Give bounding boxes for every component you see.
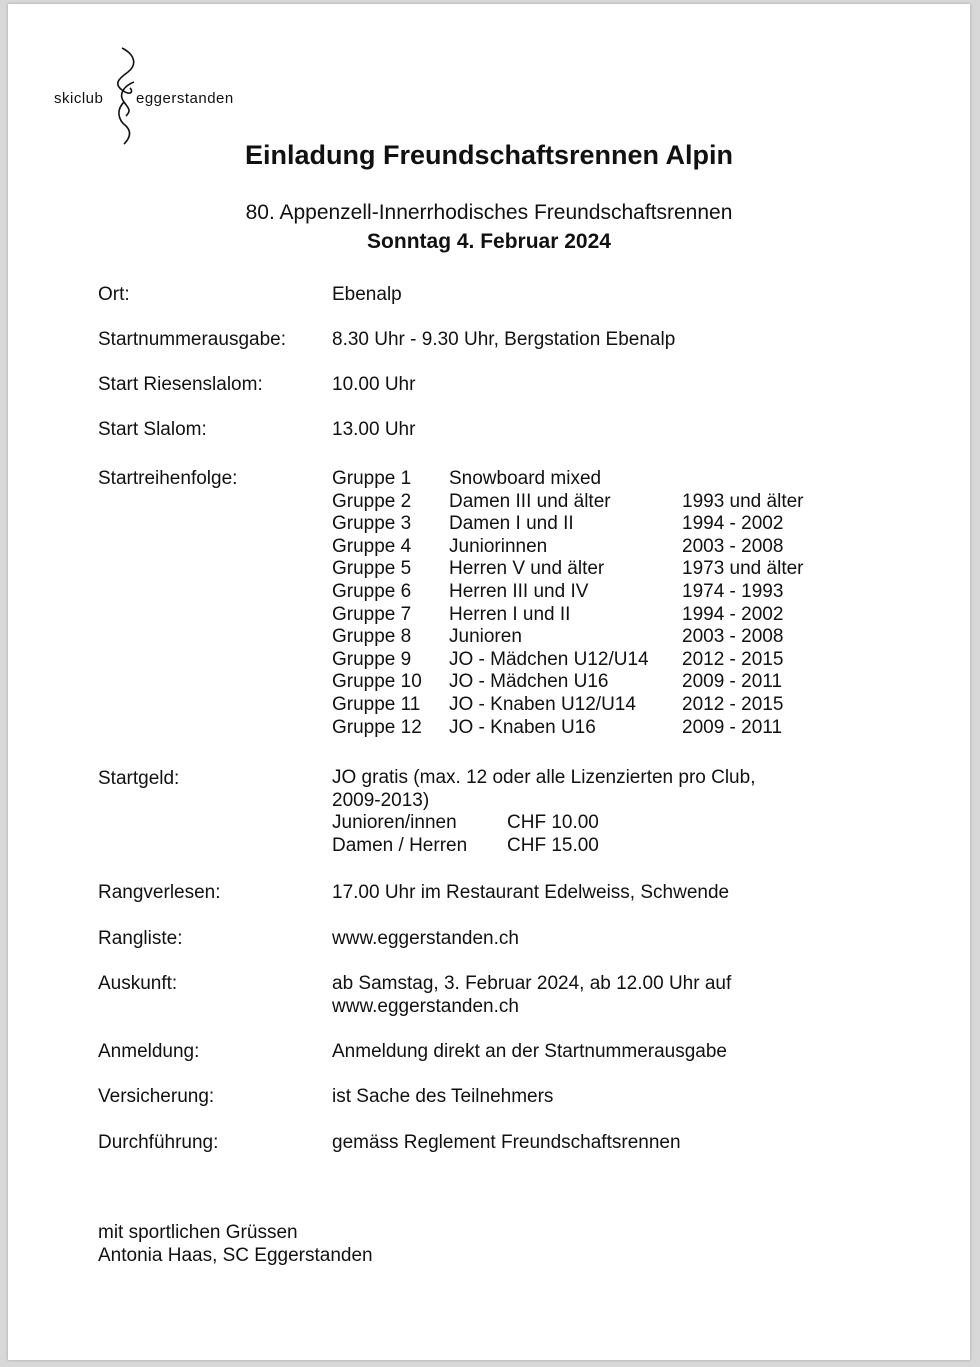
group-number: Gruppe 10: [332, 671, 422, 693]
group-years: 1994 - 2002: [682, 513, 784, 535]
group-number: Gruppe 1: [332, 468, 412, 489]
logo-text-eggerstanden: eggerstanden: [136, 90, 234, 107]
label-ort: Ort:: [98, 284, 130, 305]
value-startnummer: 8.30 Uhr - 9.30 Uhr, Bergstation Ebenalp: [332, 329, 676, 350]
value-startgeld: [332, 767, 852, 857]
value-rangliste: www.eggerstanden.ch: [332, 928, 519, 949]
group-number: Gruppe 4: [332, 535, 412, 557]
group-category: JO - Mädchen U16: [449, 671, 609, 693]
club-logo: [46, 46, 246, 146]
label-startreihenfolge: Startreihenfolge:: [98, 468, 238, 489]
value-rangverlesen: 17.00 Uhr im Restaurant Edelweiss, Schwende: [332, 882, 730, 903]
group-years: 2009 - 2011: [682, 716, 783, 738]
group-number: Gruppe 3: [332, 513, 412, 535]
startgeld-line-1: JO gratis (max. 12 oder alle Lizenzierten pro Club,: [332, 767, 756, 788]
fee-row: [332, 812, 852, 835]
group-number: Gruppe 7: [332, 603, 412, 625]
group-number: Gruppe 11: [332, 693, 421, 715]
group-category: JO - Mädchen U12/U14: [449, 648, 649, 670]
event-date: Sonntag 4. Februar 2024: [367, 230, 611, 253]
auskunft-line-2: www.eggerstanden.ch: [332, 996, 519, 1017]
value-riesenslalom: 10.00 Uhr: [332, 374, 416, 395]
label-riesenslalom: Start Riesenslalom:: [98, 374, 263, 395]
group-years: 1974 - 1993: [682, 580, 784, 602]
group-category: Herren III und IV: [449, 580, 589, 602]
label-durchfuehrung: Durchführung:: [98, 1132, 219, 1153]
auskunft-line-1: ab Samstag, 3. Februar 2024, ab 12.00 Uhr auf: [332, 973, 732, 994]
fee-amount: CHF 15.00: [507, 834, 599, 856]
group-years: 1993 und älter: [682, 490, 804, 512]
page-title: Einladung Freundschaftsrennen Alpin: [244, 140, 734, 170]
group-category: Damen III und älter: [449, 490, 611, 512]
label-anmeldung: Anmeldung:: [98, 1041, 200, 1062]
group-years: 1973 und älter: [682, 558, 804, 580]
group-category: JO - Knaben U16: [449, 716, 596, 738]
fee-row: [332, 835, 852, 858]
startgeld-line-2: 2009-2013): [332, 789, 430, 811]
fee-category: Damen / Herren: [332, 834, 468, 856]
label-rangverlesen: Rangverlesen:: [98, 882, 221, 903]
label-startgeld: Startgeld:: [98, 768, 180, 789]
group-number: Gruppe 5: [332, 558, 412, 580]
group-category: Junioren: [449, 626, 522, 648]
group-years: 1994 - 2002: [682, 603, 784, 625]
value-slalom: 13.00 Uhr: [332, 419, 416, 440]
closing-signature: [98, 1221, 373, 1267]
group-years: 2012 - 2015: [682, 648, 784, 670]
label-auskunft: Auskunft:: [98, 973, 178, 994]
document-page: [8, 4, 970, 1360]
group-category: Snowboard mixed: [449, 468, 602, 489]
logo-text-skiclub: skiclub: [54, 90, 104, 107]
group-years: 2009 - 2011: [682, 671, 783, 693]
group-number: Gruppe 12: [332, 716, 422, 738]
group-years: 2012 - 2015: [682, 693, 784, 715]
group-number: Gruppe 2: [332, 490, 412, 512]
group-category: JO - Knaben U12/U14: [449, 693, 636, 715]
label-slalom: Start Slalom:: [98, 419, 207, 440]
value-anmeldung: Anmeldung direkt an der Startnummerausgabe: [332, 1041, 728, 1062]
fee-amount: CHF 10.00: [507, 812, 599, 834]
group-category: Damen I und II: [449, 513, 574, 535]
closing-sender: Antonia Haas, SC Eggerstanden: [98, 1245, 373, 1266]
label-versicherung: Versicherung:: [98, 1086, 215, 1107]
value-ort: Ebenalp: [332, 284, 402, 305]
value-auskunft: [332, 972, 852, 1018]
label-rangliste: Rangliste:: [98, 928, 183, 949]
group-category: Herren I und II: [449, 603, 571, 625]
fee-category: Junioren/innen: [332, 812, 457, 834]
value-versicherung: ist Sache des Teilnehmers: [332, 1086, 554, 1107]
label-startnummer: Startnummerausgabe:: [98, 329, 286, 350]
group-years: 2003 - 2008: [682, 626, 784, 648]
group-number: Gruppe 6: [332, 580, 412, 602]
event-subtitle: 80. Appenzell-Innerrhodisches Freundschaftsrennen: [245, 201, 733, 224]
value-durchfuehrung: gemäss Reglement Freundschaftsrennen: [332, 1132, 681, 1153]
group-category: Herren V und älter: [449, 558, 605, 580]
group-number: Gruppe 9: [332, 648, 412, 670]
closing-greeting: mit sportlichen Grüssen: [98, 1222, 298, 1243]
group-number: Gruppe 8: [332, 626, 412, 648]
group-category: Juniorinnen: [449, 535, 548, 557]
group-years: 2003 - 2008: [682, 535, 784, 557]
